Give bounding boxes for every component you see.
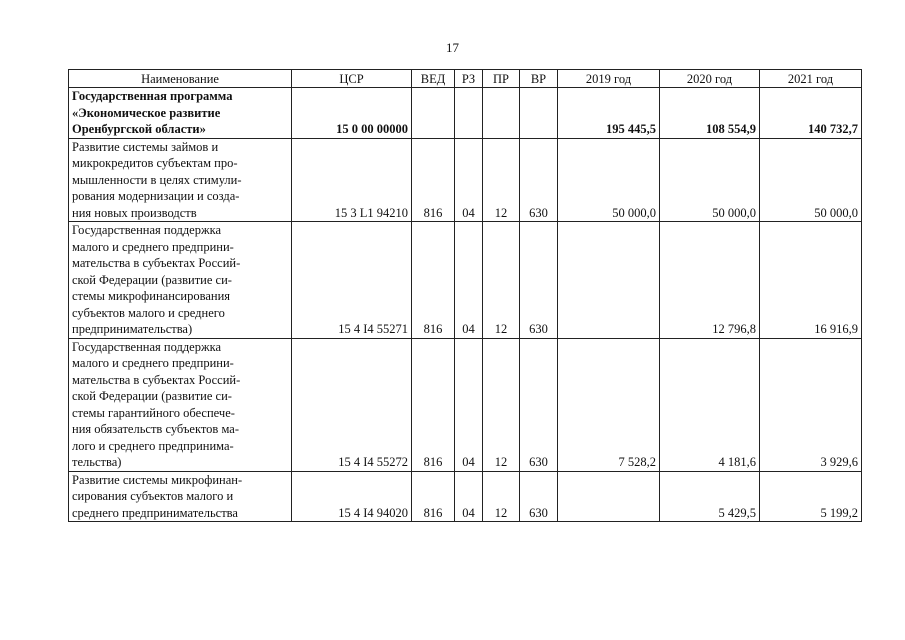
row-rz: 04: [455, 338, 483, 471]
header-vr: ВР: [520, 70, 558, 88]
row-2021: 16 916,9: [760, 222, 862, 339]
row-ved: 816: [412, 138, 455, 222]
row-pr: 12: [483, 471, 520, 522]
row-vr: 630: [520, 138, 558, 222]
row-vr: 630: [520, 222, 558, 339]
row-2020: 4 181,6: [660, 338, 760, 471]
budget-table: [68, 69, 862, 522]
row-rz: 04: [455, 471, 483, 522]
header-pr: ПР: [483, 70, 520, 88]
row-2020: 5 429,5: [660, 471, 760, 522]
table-row: [69, 338, 862, 471]
row-ved: 816: [412, 338, 455, 471]
row-rz: 04: [455, 222, 483, 339]
row-name: Государственная программа «Экономическое развитие Оренбургской области»: [69, 88, 292, 139]
row-2021: 50 000,0: [760, 138, 862, 222]
row-2021: 3 929,6: [760, 338, 862, 471]
table-row-program: [69, 88, 862, 139]
row-rz: [455, 88, 483, 139]
header-2019: 2019 год: [558, 70, 660, 88]
header-2021: 2021 год: [760, 70, 862, 88]
row-csr: 15 4 I4 94020: [292, 471, 412, 522]
row-2020: 50 000,0: [660, 138, 760, 222]
row-pr: 12: [483, 222, 520, 339]
row-csr: 15 3 L1 94210: [292, 138, 412, 222]
page-number: 17: [446, 40, 459, 55]
table-row: [69, 222, 862, 339]
row-2021: 5 199,2: [760, 471, 862, 522]
row-2019: [558, 471, 660, 522]
table-header-row: [69, 70, 862, 88]
header-rz: РЗ: [455, 70, 483, 88]
row-vr: [520, 88, 558, 139]
row-2019: 7 528,2: [558, 338, 660, 471]
row-name: Развитие системы микрофинан- сирования субъектов малого и среднего предпринимательства: [69, 471, 292, 522]
table-row: [69, 471, 862, 522]
row-vr: 630: [520, 471, 558, 522]
header-name: Наименование: [69, 70, 292, 88]
row-ved: 816: [412, 471, 455, 522]
header-2020: 2020 год: [660, 70, 760, 88]
row-csr: 15 0 00 00000: [292, 88, 412, 139]
row-vr: 630: [520, 338, 558, 471]
header-csr: ЦСР: [292, 70, 412, 88]
row-pr: [483, 88, 520, 139]
row-name: Государственная поддержка малого и среднего предприни- мательства в субъектах Россий- ской Федерации (развитие си- стемы гарантийного обеспече- ния обязательств субъектов ма- лого и среднего предпринима- тельства): [69, 338, 292, 471]
table-row: [69, 138, 862, 222]
row-csr: 15 4 I4 55271: [292, 222, 412, 339]
row-name: Государственная поддержка малого и среднего предприни- мательства в субъектах Россий- ской Федерации (развитие си- стемы микрофинансирования субъектов малого и среднего предпринимательства): [69, 222, 292, 339]
row-2020: 108 554,9: [660, 88, 760, 139]
row-pr: 12: [483, 338, 520, 471]
row-2019: 50 000,0: [558, 138, 660, 222]
row-2021: 140 732,7: [760, 88, 862, 139]
row-2019: 195 445,5: [558, 88, 660, 139]
row-rz: 04: [455, 138, 483, 222]
row-pr: 12: [483, 138, 520, 222]
row-ved: 816: [412, 222, 455, 339]
row-2019: [558, 222, 660, 339]
row-2020: 12 796,8: [660, 222, 760, 339]
row-csr: 15 4 I4 55272: [292, 338, 412, 471]
row-ved: [412, 88, 455, 139]
header-ved: ВЕД: [412, 70, 455, 88]
row-name: Развитие системы займов и микрокредитов субъектам про- мышленности в целях стимули- рования модернизации и созда- ния новых производств: [69, 138, 292, 222]
